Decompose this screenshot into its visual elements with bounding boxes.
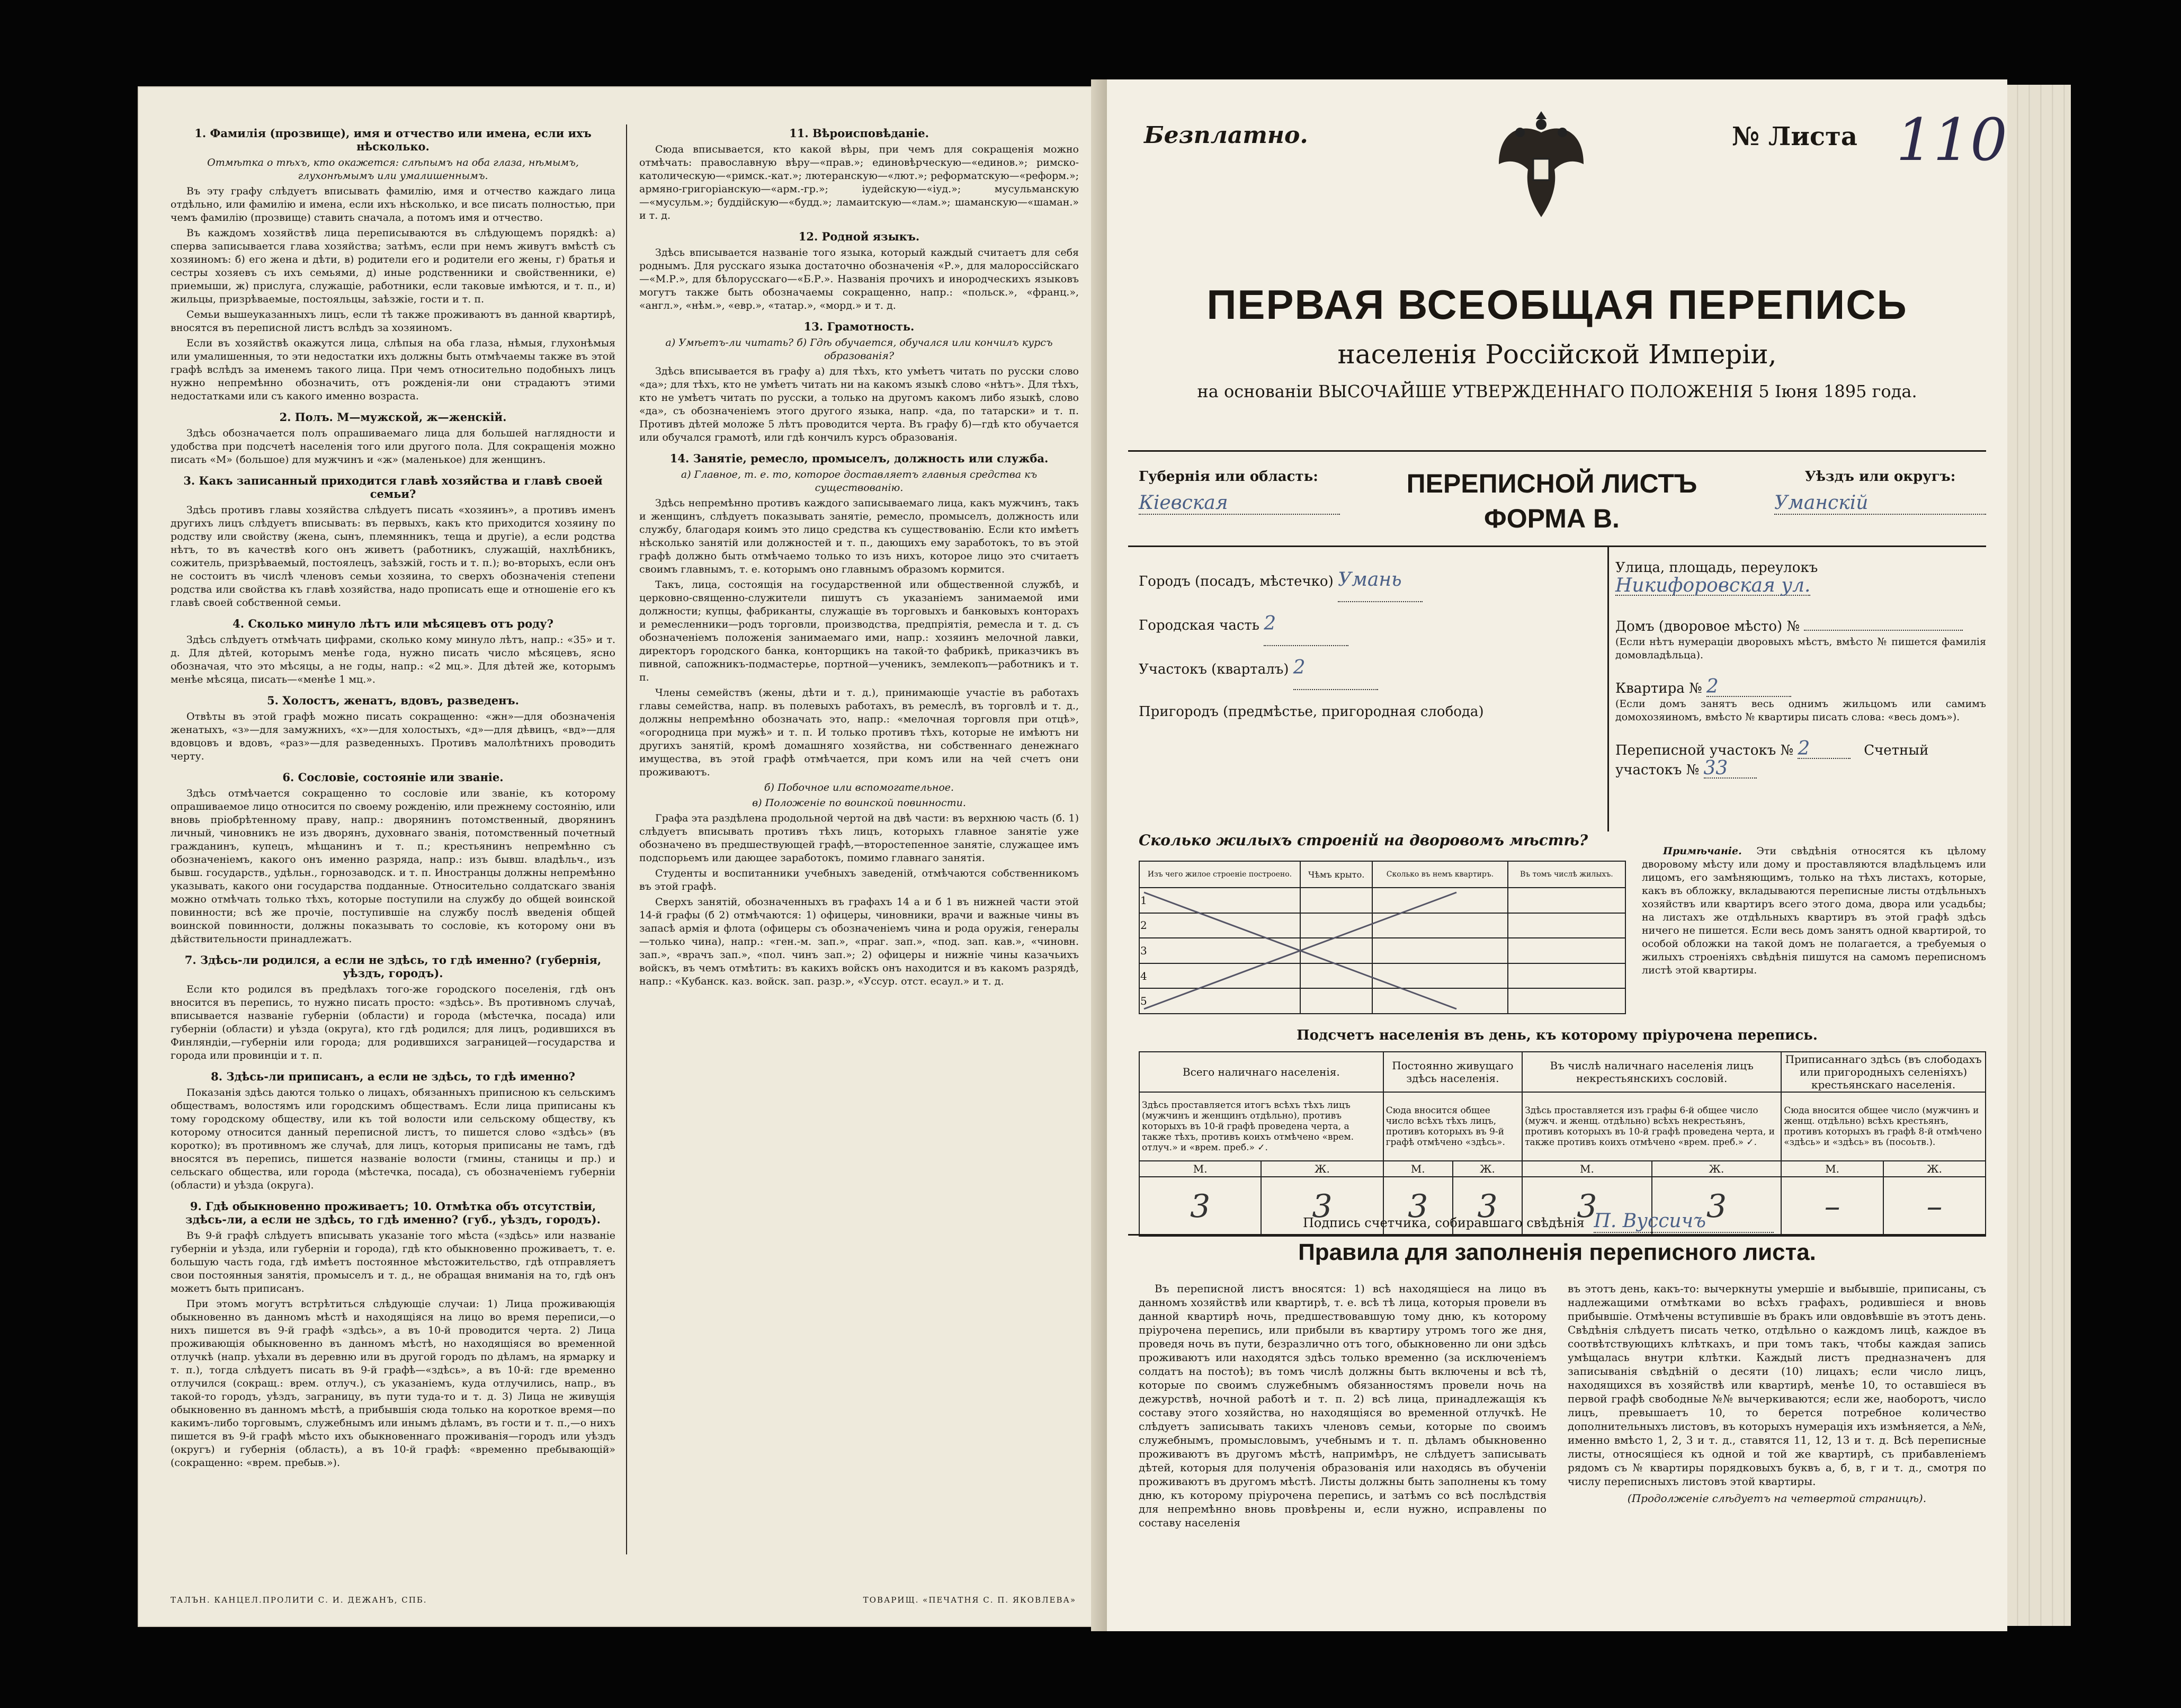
section-heading: 9. Гдѣ обыкновенно проживаетъ; 10. Отмѣтка объ отсутствіи, здѣсь-ли, а если не здѣсь, то гдѣ именно? (губ., уѣздъ, городъ). bbox=[185, 1200, 601, 1226]
section-heading: 13. Грамотность. bbox=[803, 320, 915, 333]
paragraph: Въ каждомъ хозяйствѣ лица переписываются въ слѣдующемъ порядкѣ: а) сперва записывается глава хозяйства; затѣмъ, если при немъ живутъ вмѣстѣ съ хозяиномъ: б) его жена и дѣти, в) родители его и родители его жены, г) братья и сестры хозяевъ съ ихъ семьями, д) иные родственники и свойственники, е) приемыши, ж) прислуга, служащіе, работники, если таковые имѣются, и т. п., и) жильцы, призрѣваемые, постояльцы, заѣзжіе, гости и т. п. bbox=[171, 227, 615, 305]
main-title: ПЕРВАЯ ВСЕОБЩАЯ ПЕРЕПИСЬ bbox=[1206, 281, 1908, 328]
bt-head-residential: Въ томъ числѣ жилыхъ. bbox=[1508, 861, 1625, 888]
city-label: Городъ (посадъ, мѣстечко) bbox=[1139, 574, 1334, 589]
note-title: Примѣчаніе. bbox=[1663, 845, 1742, 857]
rules-column-2 bbox=[1568, 1282, 1986, 1505]
paragraph: Здѣсь отмѣчается сокращенно то сословіе или званіе, къ которому опрашиваемое лицо относится по своему рожденію, или прежнему состоянію, или вновь пріобрѣтенному праву, напр.: дворянинъ потомственный, дворянинъ личный, чиновникъ не изъ дворянъ, духовнаго званія, потомственный почетный гражданинъ, купецъ, мѣщанинъ и т. п.; крестьянинъ непремѣнно съ обозначеніемъ, какого онъ именно разряда, напр.: изъ бывш. владѣльч., изъ бывш. государств., удѣльн., горнозаводск. и т. п. Иностранцы должны непремѣнно указывать, какого они государства подданные. Относительно солдатскаго званія можно отмѣчать только тѣхъ, которые поступили на службу до общей воинской повинности; всѣ же прочіе, поступившіе на службу послѣ введенія общей воинской повинности, должны показывать то сословіе, къ которому они въ дѣйствительности принадлежатъ. bbox=[171, 788, 615, 945]
street-label: Улица, площадь, переулокъ bbox=[1615, 560, 1818, 576]
paragraph: Здѣсь обозначается полъ опрашиваемаго лица для большей наглядности и удобства при подсчетѣ населенія того или другого пола. Для сокращенія можно писать «М» (большое) для мужчинъ и «ж» (маленькое) для женщинъ. bbox=[171, 427, 615, 466]
section-heading: 12. Родной языкъ. bbox=[798, 230, 920, 243]
signature-value: П. Вуссичъ bbox=[1594, 1210, 1774, 1233]
district-value: Уманскій bbox=[1774, 492, 1986, 515]
ct-val-5: 3 bbox=[1522, 1177, 1652, 1236]
ct-desc-peasant: Сюда вносится общее число (мужчинъ и женщ. отдѣльно) всѣхъ крестьянъ, противъ которыхъ въ графѣ 8-й отмѣчено «здѣсь» и «здѣсь» въ (посоьтв.). bbox=[1781, 1092, 1986, 1161]
paragraph: Отвѣты въ этой графѣ можно писать сокращенно: «жн»—для обозначенія женатыхъ, «з»—для замужнихъ, «х»—для холостыхъ, «д»—для дѣвицъ, «вд»—для вдовцовъ и вдовъ, «раз»—для разведенныхъ. Противъ малолѣтнихъ проводить черту. bbox=[171, 711, 615, 762]
section-subheading: а) Главное, т. е. то, которое доставляетъ главныя средства къ существованію. bbox=[681, 469, 1038, 494]
paragraph: Сюда вписывается, кто какой вѣры, при чемъ для сокращенія можно отмѣчать: православную вѣру—«прав.»; единовѣрческую—«единов.»; римско-католическую—«римск.-кат.»; лютеранскую—«лют.»; реформатскую—«реформ.»; армяно-григоріанскую—«арм.-гр.»; іудейскую—«іуд.»; мусульманскую—«мусульм.»; буддійскую—«будд.»; ламаитскую—«лам.»; шаманскую—«шаман.» и т. д. bbox=[639, 144, 1079, 221]
signature-line bbox=[1303, 1210, 1774, 1233]
section-heading: 2. Полъ. М—мужской, ж—женскій. bbox=[279, 410, 507, 424]
paragraph: Если въ хозяйствѣ окажутся лица, слѣпыя на оба глаза, нѣмыя, глухонѣмыя или умалишенныя, то эти недостатки ихъ должны быть отмѣчаемы также въ этой графѣ вслѣдъ за именемъ такого лица. При чемъ относительно подобныхъ лицъ нужно непремѣнно обозначить, отъ рожденія-ли они страдаютъ этими недостатками или съ какого именно возраста. bbox=[171, 337, 615, 402]
suburb-label: Пригородъ (предмѣстье, пригородная слобода) bbox=[1139, 704, 1484, 720]
ct-m-2: М. bbox=[1383, 1161, 1453, 1177]
instructions-column-1 bbox=[171, 119, 615, 1472]
sheet-number-handwritten: 110 bbox=[1896, 106, 2007, 174]
address-left bbox=[1139, 559, 1573, 733]
section-subheading: б) Побочное или вспомогательное. bbox=[764, 782, 954, 793]
ct-f-2: Ж. bbox=[1453, 1161, 1522, 1177]
rules-column-1: Въ переписной листъ вносятся: 1) всѣ находящіеся на лицо въ данномъ хозяйствѣ или квартирѣ, т. е. всѣ тѣ лица, которыя провели въ данной квартирѣ ночь, предшествовавшую тому дню, къ которому пріурочена перепись, или прибыли въ квартиру утромъ того же дня, проведя ночь въ пути, безразлично отъ того, обыкновенно ли они здѣсь проживаютъ или находятся здѣсь только временно (за исключеніемъ солдатъ на постоѣ); въ томъ числѣ должны быть включены и всѣ тѣ, которые по своимъ служебнымъ обязанностямъ провели ночь на дежурствѣ, ночной работѣ и т. п. 2) всѣ лица, принадлежащія къ составу этого хозяйства, но находящіяся во временной отлучкѣ. Не слѣдуетъ записывать такихъ членовъ семьи, которые по своимъ служебнымъ, промысловымъ, учебнымъ и т. п. дѣламъ обыкновенно проживаютъ въ другомъ мѣстѣ, напримѣръ, не слѣдуетъ записывать дѣтей, которыя для полученія образованія или находясь въ обученіи проживаютъ въ другомъ мѣстѣ. Листы должны быть заполнены къ тому дню, къ которому пріурочена перепись, и затѣмъ со всѣ послѣдствія для непремѣнно вновь провѣрены и, если нужно, исправлены по составу населенія bbox=[1139, 1282, 1547, 1529]
paragraph: Въ эту графу слѣдуетъ вписывать фамилію, имя и отчество каждаго лица отдѣльно, или фамилію и имена, если ихъ нѣсколько, и все писать полностью, при чемъ фамилію (прозвище) ставить сначала, а потомъ имя и отчество. bbox=[171, 185, 615, 223]
legal-basis-line: на основаніи ВЫСОЧАЙШЕ УТВЕРЖДЕННАГО ПОЛОЖЕНІЯ 5 Іюня 1895 года. bbox=[1197, 381, 1917, 401]
ct-val-8: – bbox=[1883, 1177, 1986, 1236]
ct-val-2: 3 bbox=[1261, 1177, 1383, 1236]
paragraph: Студенты и воспитанники учебныхъ заведеній, отмѣчаются собственникомъ въ этой графѣ. bbox=[639, 868, 1079, 892]
paragraph: При этомъ могутъ встрѣтиться слѣдующіе случаи: 1) Лица проживающія обыкновенно въ данномъ мѣстѣ и находящіяся на лицо во время переписи,—о нихъ пишется въ 9-й графѣ «здѣсь», а въ 10-й проводится черта. 2) Лица проживающія обыкновенно въ данномъ мѣстѣ, но находящіяся во временной отлучкѣ (напр. уѣхали въ деревню или въ другой городъ по дѣламъ, на ярмарку и т. п.), тогда слѣдуетъ писать въ 9-й графѣ—«здѣсь», а въ 10-й: где временно отлучился (сокращ.: врем. отлуч.), съ указаніемъ, куда отлучились, напр., въ такой-то городъ, уѣздъ, заграницу, въ пути туда-то и т. д. 3) Лица не живущія обыкновенно въ данномъ мѣстѣ, а прибывшія сюда только на короткое время—по какимъ-либо торговымъ, служебнымъ или инымъ дѣламъ, въ гости и т. п.,—о нихъ пишется въ 9-й графѣ мѣсто ихъ обыкновеннаго проживанія—городъ или уѣздъ (округъ) и губернія (область), а въ 10-й графѣ: «временно пребывающій» (сокращенно: «врем. пребыв.»). bbox=[171, 1298, 615, 1469]
house-label: Домъ (дворовое мѣсто) № bbox=[1615, 619, 1800, 634]
district-label: Уѣздъ или округъ: bbox=[1804, 469, 1956, 485]
paragraph: Показанія здѣсь даются только о лицахъ, обязанныхъ приписною къ сельскимъ обществамъ, волостямъ или городскимъ обществамъ. Если лица приписаны къ тому городскому обществу, или къ той волости или сельскому обществу, къ которому относится данный переписной листъ, то пишется слово «здѣсь» (въ коротко); въ противномъ же случаѣ, для лицъ, которыя приписаны не тамъ, гдѣ вносятся въ перепись, пишется названіе волости (гмины, станицы и пр.) и сельскаго общества, или города (мѣстечка, посада), съ обозначеніемъ губерніи (области) и уѣзда (округа). bbox=[171, 1087, 615, 1191]
ct-m-1: М. bbox=[1139, 1161, 1261, 1177]
section-subheading: Отмѣтка о тѣхъ, кто окажется: слѣпымъ на оба глаза, нѣмымъ, глухонѣмымъ или умалишеннымъ. bbox=[207, 157, 579, 182]
ct-head-present: Всего наличнаго населенія. bbox=[1139, 1052, 1383, 1092]
ct-desc-present: Здѣсь проставляется итогъ всѣхъ тѣхъ лицъ (мужчинъ и женщинъ отдѣльно), противъ которыхъ въ 10-й графѣ проведена черта, а также тѣхъ, противъ коихъ отмѣчено «врем. отлуч.» и «врем. преб.» ✓. bbox=[1139, 1092, 1383, 1161]
paragraph: Такъ, лица, состоящія на государственной или общественной службѣ, и церковно-священно-служители пишутъ съ указаніемъ занимаемой ими должности; купцы, фабриканты, служащіе въ торговыхъ и банковыхъ конторахъ и ремесленники—родъ торговли, производства, предпріятія, ремесла и т. д. съ обозначеніемъ положенія занимаемаго ими, напр.: хозяинъ мелочной лавки, директоръ городского банка, конторщикъ на такой-то фабрикѣ, приказчикъ въ пивной, сапожникъ-подмастерье, портной—ученикъ, землекопъ—работникъ и т. п. bbox=[639, 579, 1079, 683]
precinct-value: 2 bbox=[1293, 647, 1378, 690]
ct-m-4: М. bbox=[1781, 1161, 1883, 1177]
paragraph: Семьи вышеуказанныхъ лицъ, если тѣ также проживаютъ въ данной квартирѣ, вносятся въ переписной листъ вслѣдъ за хозяиномъ. bbox=[171, 309, 615, 334]
ct-head-permanent: Постоянно живущаго здѣсь населенія. bbox=[1383, 1052, 1523, 1092]
bt-row-1: 1 bbox=[1139, 888, 1300, 913]
bt-head-material: Изъ чего жилое строеніе построено. bbox=[1139, 861, 1300, 888]
section-heading: 6. Сословіе, состояніе или званіе. bbox=[282, 771, 504, 784]
form-title bbox=[1340, 466, 1764, 536]
precinct-label: Участокъ (кварталъ) bbox=[1139, 661, 1289, 677]
section-heading: 3. Какъ записанный приходится главѣ хозяйства и главѣ своей семьи? bbox=[183, 474, 603, 500]
bt-row-2: 2 bbox=[1139, 913, 1300, 938]
paragraph: Здѣсь противъ главы хозяйства слѣдуетъ писать «хозяинъ», а противъ именъ другихъ лицъ слѣдуетъ вписывать: въ первыхъ, какъ кто приходится хозяину по родству или свойству (жена, сынъ, племянникъ, теща и другіе), а если родства нѣтъ, то въ качествѣ кого онъ живетъ (работникъ, служащій, нахлѣбникъ, сожитель, призрѣваемый, постоялецъ, заѣзжій, гость и т. п.); во-вторыхъ, если онъ не состоитъ въ числѣ членовъ семьи хозяина, то сверхъ обозначенія степени родства или свойства къ главѣ хозяйства, надо прописать еще и отношеніе его къ главѣ своей собственной семьи. bbox=[171, 504, 615, 609]
paragraph: Если кто родился въ предѣлахъ того-же городского поселенія, гдѣ онъ вносится въ перепись, то нужно писать просто: «здѣсь». Въ противномъ случаѣ, вписывается названіе губерніи (области) и города (мѣстечка, посада) или губерніи (области) и уѣзда (округа), кто гдѣ родился; для лицъ, родившихся въ Финляндіи,—губерніи или города; для родившихся заграницей—государства и города или провинціи и т. п. bbox=[171, 983, 615, 1061]
province-value: Кіевская bbox=[1139, 492, 1340, 515]
count-precinct-label: Счетный участокъ № bbox=[1615, 743, 1929, 778]
free-label: Безплатно. bbox=[1144, 122, 1308, 149]
paragraph: Здѣсь вписывается названіе того языка, который каждый считаетъ для себя роднымъ. Для русскаго языка достаточно обозначенія «Р.», для малороссійскаго—«М.Р.», для бѣлорусскаго—«Б.Р.». Названія прочихъ и инородческихъ языковъ могутъ также быть обозначаемы сокращенно, напр.: «польск.», «франц.», «англ.», «нѣм.», «евр.», «татар.», «морд.» и т. д. bbox=[639, 247, 1079, 311]
ct-head-peasant: Приписаннаго здѣсь (въ слободахъ или пригородныхъ селеніяхъ) крестьянскаго населенія. bbox=[1781, 1052, 1986, 1092]
address-rule bbox=[1128, 546, 1986, 547]
underlying-sheets bbox=[2007, 85, 2071, 1626]
population-count-table bbox=[1139, 1051, 1986, 1237]
sheet-number-label: № Листа bbox=[1732, 122, 1857, 151]
header-rule bbox=[1128, 450, 1986, 452]
ct-head-nonpeasant: Въ числѣ наличнаго населенія лицъ некрестьянскихъ сословій. bbox=[1522, 1052, 1781, 1092]
apartment-value: 2 bbox=[1706, 678, 1791, 697]
section-subheading: а) Умѣетъ-ли читать? б) Гдѣ обучается, обучался или кончилъ курсъ образованія? bbox=[665, 337, 1053, 362]
ct-val-4: 3 bbox=[1453, 1177, 1522, 1236]
part-value: 2 bbox=[1264, 603, 1348, 646]
province-label: Губернія или область: bbox=[1139, 469, 1318, 485]
section-heading: 7. Здѣсь-ли родился, а если не здѣсь, то гдѣ именно? (губернія, уѣздъ, городъ). bbox=[184, 953, 602, 980]
section-subheading: в) Положеніе по воинской повинности. bbox=[752, 797, 966, 809]
printer-footer bbox=[171, 1595, 1076, 1605]
buildings-question: Сколько жилыхъ строеній на дворовомъ мѣстѣ? bbox=[1139, 831, 1588, 849]
count-title: Подсчетъ населенія въ день, къ которому пріурочена перепись. bbox=[1297, 1027, 1818, 1043]
form-title-line-1: ПЕРЕПИСНОЙ ЛИСТЪ bbox=[1406, 469, 1697, 498]
imperial-eagle-emblem bbox=[1488, 101, 1594, 228]
district-box bbox=[1774, 469, 1986, 515]
street-value: Никифоровская ул. bbox=[1615, 575, 1811, 596]
section-heading: 8. Здѣсь-ли приписанъ, а если не здѣсь, то гдѣ именно? bbox=[211, 1070, 575, 1083]
city-value: Умань bbox=[1338, 559, 1423, 602]
section-heading: 14. Занятіе, ремесло, промыселъ, должность или служба. bbox=[669, 452, 1049, 465]
right-page bbox=[1107, 79, 2007, 1631]
apartment-label: Квартира № bbox=[1615, 681, 1702, 696]
section-heading: 1. Фамилія (прозвище), имя и отчество или имена, если ихъ нѣсколько. bbox=[194, 127, 592, 153]
signature-label: Подпись счетчика, собиравшаго свѣдѣнія bbox=[1303, 1215, 1585, 1230]
ct-desc-permanent: Сюда вносится общее число всѣхъ тѣхъ лицъ, противъ которыхъ въ 9-й графѣ отмѣчено «здѣсь». bbox=[1383, 1092, 1523, 1161]
paragraph: Здѣсь слѣдуетъ отмѣчать цифрами, сколько кому минуло лѣтъ, напр.: «35» и т. д. Для дѣтей, которымъ менѣе года, нужно писать число мѣсяцевъ, ясно обозначая, что это мѣсяцы, а не годы, напр.: «2 мц.». Для дѣтей же, которымъ менѣе мѣсяца, писать—«менѣе 1 мц.». bbox=[171, 634, 615, 685]
section-heading: 11. Вѣроисповѣданіе. bbox=[789, 127, 929, 140]
ct-f-4: Ж. bbox=[1883, 1161, 1986, 1177]
paragraph: Здѣсь вписывается въ графу а) для тѣхъ, кто умѣетъ читать по русски слово «да»; для тѣхъ, кто не умѣетъ читать ни на какомъ языкѣ слово «нѣтъ». Для тѣхъ, кто не умѣетъ читать по русски, а только на другомъ какомъ либо языкѣ, слово «да», съ обозначеніемъ этого другого языка, напр. «да, по татарски» и т. п. Противъ дѣтей моложе 5 лѣтъ проводится черта. Въ графу б)—гдѣ кто обучается или обучался грамотѣ, или гдѣ кончилъ курсъ образованія. bbox=[639, 365, 1079, 443]
rules-continue: (Продолженіе слѣдуетъ на четвертой страницѣ). bbox=[1627, 1492, 1927, 1505]
bt-row-5: 5 bbox=[1139, 988, 1300, 1014]
instructions-column-2 bbox=[639, 119, 1079, 990]
province-box bbox=[1139, 469, 1340, 515]
note-text: Эти свѣдѣнія относятся къ цѣлому дворовому мѣсту или дому и проставляются владѣльцемъ или лицомъ, его замѣняющимъ, только на тѣхъ листахъ, которые, какъ въ обложку, вкладываются переписные листы отдѣльныхъ хозяйствъ или квартиръ всего этого дома, двора или усадьбы; на листахъ же отдѣльныхъ квартиръ въ этой графѣ здѣсь ничего не пишется. Если весь домъ занятъ одной квартирой, то особой обложки на такой домъ не полагается, а требуемыя о жилыхъ строеніяхъ свѣдѣнія пишутся на самомъ переписномъ листѣ этой квартиры. bbox=[1642, 845, 1986, 976]
form-title-line-2: ФОРМА В. bbox=[1484, 504, 1620, 533]
ct-f-3: Ж. bbox=[1652, 1161, 1782, 1177]
ct-val-1: 3 bbox=[1139, 1177, 1261, 1236]
sheet-number bbox=[1732, 122, 1857, 151]
ct-val-7: – bbox=[1781, 1177, 1883, 1236]
address-divider bbox=[1607, 546, 1609, 831]
paragraph: Въ 9-й графѣ слѣдуетъ вписывать указаніе того мѣста («здѣсь» или названіе губерніи и уѣзда, или губерніи и города), гдѣ кто обыкновенно проживаетъ, т. е. большую часть года, гдѣ имѣетъ постоянное мѣстожительство, гдѣ отправляетъ свои постоянныя занятія, промыселъ и т. д., не обращая вниманія на то, гдѣ онъ можетъ быть приписанъ. bbox=[171, 1230, 615, 1294]
printer-left: ТАЛЪН. КАНЦЕЛ.ПРОЛИТИ С. И. ДЕЖАНЪ, СПБ. bbox=[171, 1595, 427, 1605]
ct-m-3: М. bbox=[1522, 1161, 1652, 1177]
paragraph: Сверхъ занятій, обозначенныхъ въ графахъ 14 а и б 1 въ нижней части этой 14-й графы (б 2) отмѣчаются: 1) офицеры, чиновники, врачи и важные чины въ запасѣ армія и флота (офицеры съ обозначеніемъ чина и рода оружія, генералы—только чина), напр.: «ген.-м. зап.», «праг. зап.», «под. зап. кав.», «чиновн. зап.», «врачъ зап.», «пол. чинъ зап.»; 2) офицеры и нижніе чины казачьихъ войскъ, въ чемъ отмѣтить: въ какихъ войскъ онъ находится и въ какомъ разрядѣ, напр.: «Кубанск. каз. войск. зап. разр.», «Уссур. отст. есаул.» и т. д. bbox=[639, 896, 1079, 987]
part-label: Городская часть bbox=[1139, 618, 1259, 633]
count-precinct-value: 33 bbox=[1704, 759, 1757, 779]
bt-head-apartments: Сколько въ немъ квартиръ. bbox=[1372, 861, 1507, 888]
census-precinct-label: Переписной участокъ № bbox=[1615, 743, 1794, 758]
section-heading: 5. Холостъ, женатъ, вдовъ, разведенъ. bbox=[267, 694, 519, 707]
ct-f-1: Ж. bbox=[1261, 1161, 1383, 1177]
rules-rule bbox=[1128, 1234, 1986, 1236]
sub-title: населенія Россійской Имперіи, bbox=[1337, 339, 1777, 370]
bt-head-roof: Чѣмъ крыто. bbox=[1300, 861, 1372, 888]
bt-row-4: 4 bbox=[1139, 963, 1300, 989]
rules-column-2-text: въ этотъ день, какъ-то: вычеркнуты умершіе и выбывшіе, приписаны, съ надлежащими отмѣтками во всѣхъ графахъ, родившіеся и вновь прибывшіе. Отмѣчены вступившіе въ бракъ или овдовѣвшіе въ этотъ день. Свѣдѣнія слѣдуетъ писать четко, отдѣльно о каждомъ лицѣ, каждое въ соотвѣтствующихъ клѣткахъ, и при томъ такъ, чтобы каждая запись умѣщалась внутри клѣтки. Каждый листъ предназначенъ для записыванія свѣдѣній о десяти (10) лицахъ; если число лицъ, находящихся въ хозяйствѣ или квартирѣ, менѣе 10, то оставшіеся въ первой графѣ свободные №№ вычеркиваются; если же, наоборотъ, число лицъ, превышаетъ 10, то берется потребное количество дополнительныхъ листовъ, въ которыхъ нумерація ихъ измѣняется, а №№, именно вмѣсто 1, 2, 3 и т. д., ставятся 11, 12, 13 и т. д. Всѣ переписные листы, относящіеся къ одной и той же квартирѣ, съ прибавленіемъ рядомъ съ № квартиры порядковыхъ буквъ а, б, в, г и т. д., смотря по числу переписныхъ листовъ этой квартиры. bbox=[1568, 1282, 1986, 1488]
left-page bbox=[139, 87, 1108, 1626]
column-divider bbox=[626, 124, 627, 1554]
ct-val-6: 3 bbox=[1652, 1177, 1782, 1236]
rules-title: Правила для заполненія переписного листа. bbox=[1298, 1239, 1816, 1265]
ct-val-3: 3 bbox=[1383, 1177, 1453, 1236]
paragraph: Члены семействъ (жены, дѣти и т. д.), принимающіе участіе въ работахъ главы семейства, напр. въ полевыхъ работахъ, въ ремеслѣ, въ торговлѣ и т. д., должны непремѣнно обозначать это, напр.: «мелочная торговля при отцѣ», «огородница при мужѣ» и т. п. И только противъ тѣхъ, которые не имѣютъ ни другихъ занятій, кромѣ домашняго хозяйства, ни собственнаго денежнаго имущества, въ этой графѣ отмѣчается, при комъ или на чей счетъ они проживаютъ. bbox=[639, 687, 1079, 778]
printer-right: ТОВАРИЩ. «ПЕЧАТНЯ С. П. ЯКОВЛЕВА» bbox=[863, 1595, 1076, 1605]
paragraph: Здѣсь непремѣнно противъ каждого записываемаго лица, какъ мужчинъ, такъ и женщинъ, слѣдуетъ показывать занятіе, ремесло, промыселъ, должность или службу, благодаря коимъ это лицо средства къ существованію. Если кто имѣетъ нѣсколько занятій или должностей и т. п., дающихъ ему заработокъ, то въ этой графѣ должно быть отмѣчаемо только то изъ нихъ, которое лицо это считаетъ своимъ главнымъ, т. е. которымъ оно главнымъ образомъ кормится. bbox=[639, 497, 1079, 575]
paragraph: Графа эта раздѣлена продольной чертой на двѣ части: въ верхнюю часть (б. 1) слѣдуетъ вписывать противъ тѣхъ лицъ, которыхъ главное занятіе уже обозначено въ предшествующей графѣ,—второстепенное занятіе, служащее имъ подспорьемъ или дающее заработокъ, помимо главнаго занятія. bbox=[639, 812, 1079, 864]
crossed-out-marks bbox=[1139, 887, 1626, 1014]
section-heading: 4. Сколько минуло лѣтъ или мѣсяцевъ отъ роду? bbox=[233, 617, 553, 630]
house-note: (Если нѣтъ нумераціи дворовыхъ мѣстъ, вмѣсто № пишется фамилія домовладѣльца). bbox=[1615, 636, 1986, 661]
address-right bbox=[1615, 559, 1986, 779]
buildings-note bbox=[1642, 845, 1986, 977]
ct-desc-nonpeasant: Здѣсь проставляется изъ графы 6-й общее число (мужч. и женщ. отдѣльно) всѣхъ некрестьянъ, противъ которыхъ въ 10-й графѣ проведена черта, и также противъ коихъ отмѣчено «врем. преб.» ✓. bbox=[1522, 1092, 1781, 1161]
census-precinct-value: 2 bbox=[1798, 740, 1851, 759]
bt-row-3: 3 bbox=[1139, 938, 1300, 963]
apartment-note: (Если домъ занятъ весь однимъ жильцомъ или самимъ домохозяиномъ, вмѣсто № квартиры писать слова: «весь домъ»). bbox=[1615, 698, 1986, 723]
